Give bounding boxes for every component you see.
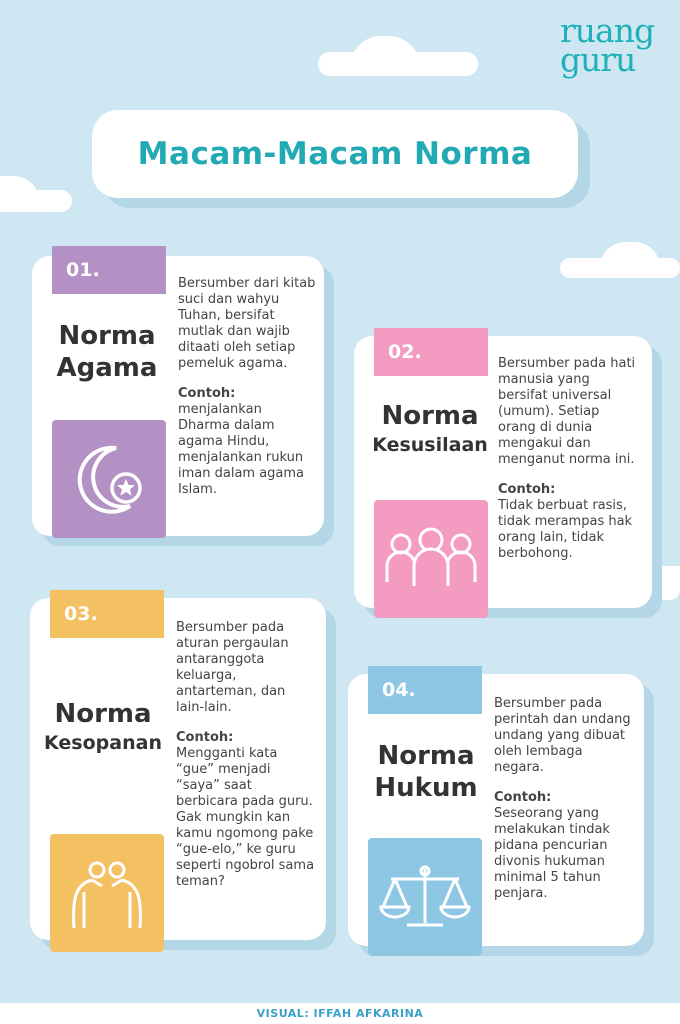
card-description: Bersumber pada hati manusia yang bersifat universal (umum). Setiap orang di dunia mengakui dan menganut norma ini. Contoh: Tidak berbuat rasis, tidak merampas hak orang lain, tidak berbohong. (498, 356, 636, 561)
crescent-star-icon (52, 420, 166, 538)
card-number: 04. (368, 666, 482, 714)
card-description: Bersumber pada aturan pergaulan antaranggota keluarga, antarteman, dan lain-lain. Contoh: Mengganti kata “gue” menjadi “saya” saat berbicara pada guru. Gak mungkin kan kamu ngomong pake “gue-elo,” ke guru seperti ngobrol sama teman? (176, 620, 315, 889)
card-title: Norma Hukum (374, 741, 478, 803)
card-title: Norma Kesopanan (44, 699, 162, 754)
cloud-decoration (0, 176, 40, 212)
cloud-decoration (600, 242, 660, 276)
bowing-people-icon (50, 834, 164, 952)
scales-icon (368, 838, 482, 956)
cloud-decoration (350, 36, 420, 76)
card-description: Bersumber dari kitab suci dan wahyu Tuhan, bersifat mutlak dan wajib ditaati oleh setiap pemeluk agama. Contoh: menjalankan Dharma dalam agama Hindu, menjalankan rukun iman dalam agama Islam. (178, 276, 316, 497)
card-title: Norma Agama (56, 321, 158, 383)
card-title: Norma Kesusilaan (372, 401, 488, 456)
card-number: 01. (52, 246, 166, 294)
card-number: 03. (50, 590, 164, 638)
ruangguru-logo: ruang guru (560, 11, 655, 79)
title-box (92, 110, 578, 198)
card-number: 02. (374, 328, 488, 376)
footer-credit: VISUAL: IFFAH AFKARINA (0, 1003, 680, 1024)
people-group-icon (374, 500, 488, 618)
page-title: Macam-Macam Norma (137, 136, 533, 172)
card-description: Bersumber pada perintah dan undang undang yang dibuat oleh lembaga negara. Contoh: Seseorang yang melakukan tindak pidana pencurian divonis hukuman minimal 5 tahun penjara. (494, 696, 631, 901)
